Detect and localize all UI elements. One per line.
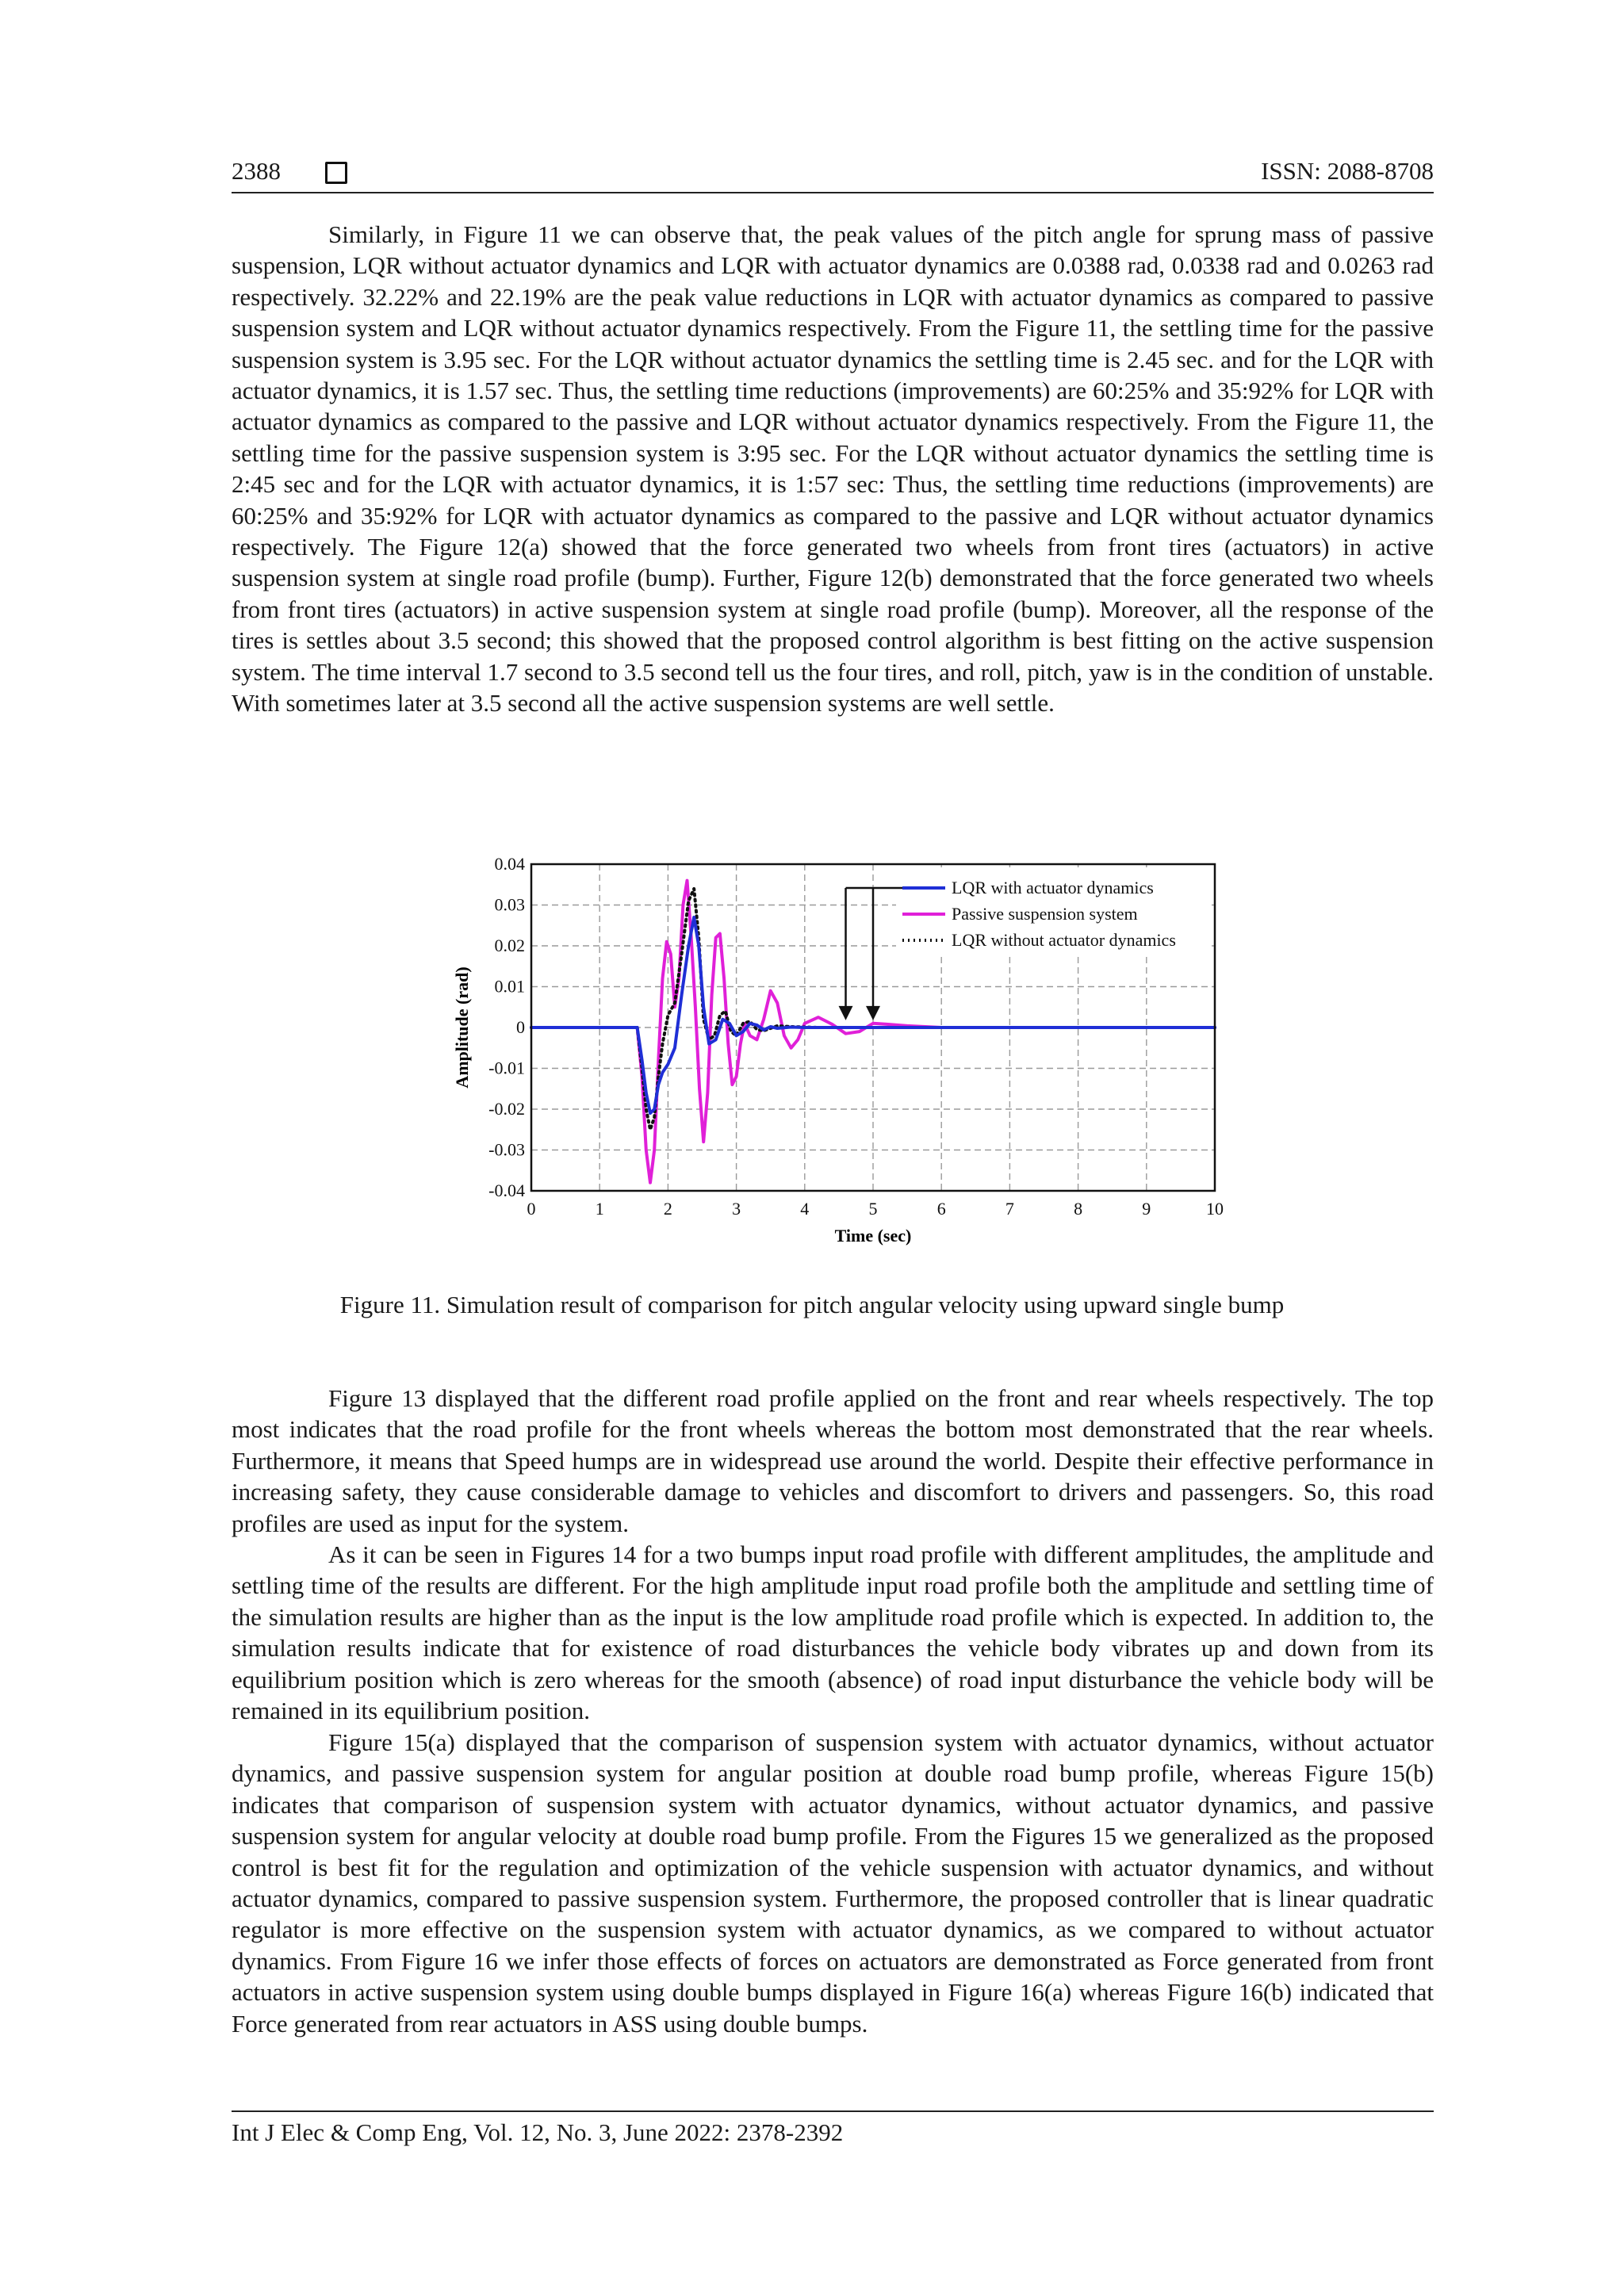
x-tick-label: 4 [800,1199,810,1219]
y-tick-label: 0.04 [494,854,525,874]
paragraph-figure-15-16-comparison: Figure 15(a) displayed that the comparison of suspension system with actuator dynamics, without actuator dynamics, and passive suspension system for angular position at double road bump profile, whereas Figure 15(b) indicates that comparison of suspension system with actuator dynamics, without actuator dynamics, and passive suspension system for angular velocity at double road bump profile. From the Figures 15 we generalized as the proposed control is best fit for the regulation and optimization of the vehicle suspension with actuator dynamics, and without actuator dynamics, compared to passive suspension system. Furthermore, the proposed controller that is linear quadratic regulator is more effective on the suspension system with actuator dynamics, as we compared to without actuator dynamics. From Figure 16 we infer those effects of forces on actuators are demonstrated as Force generated from front actuators in active suspension system using double bumps displayed in Figure 16(a) whereas Figure 16(b) indicated that Force generated from rear actuators in ASS using double bumps. [232,1728,1434,2038]
y-tick-label: 0.01 [494,976,525,997]
x-tick-label: 9 [1142,1199,1151,1219]
x-tick-label: 6 [936,1199,946,1219]
y-tick-label: 0.02 [494,936,525,955]
paragraph-figure-11-discussion: Similarly, in Figure 11 we can observe that, the peak values of the pitch angle for sprung mass of passive suspension, LQR without actuator dynamics and LQR with actuator dynamics are 0.0388 rad, 0.0338 rad and 0.0263 rad respectively. 32.22% and 22.19% are the peak value reductions in LQR with actuator dynamics as compared to passive suspension system and LQR without actuator dynamics respectively. From the Figure 11, the settling time for the passive suspension system is 3.95 sec. For the LQR without actuator dynamics the settling time is 2.45 sec. and for the LQR with actuator dynamics, it is 1.57 sec. Thus, the settling time reductions (improvements) are 60:25% and 35:92% for LQR with actuator dynamics as compared to the passive and LQR without actuator dynamics respectively. From the Figure 11, the settling time for the passive suspension system is 3:95 sec. For the LQR without actuator dynamics the settling time is 2:45 sec and for the LQR with actuator dynamics, it is 1:57 sec: Thus, the settling time reductions (improvements) are 60:25% and 35:92% for LQR with actuator dynamics as compared to the passive and LQR without actuator dynamics respectively. The Figure 12(a) showed that the force generated two wheels from front tires (actuators) in active suspension system at single road profile (bump). Further, Figure 12(b) demonstrated that the force generated two wheels from front tires (actuators) in active suspension system at single road profile (bump). Moreover, all the response of the tires is settles about 3.5 second; this showed that the proposed control algorithm is best fitting on the active suspension system. The time interval 1.7 second to 3.5 second tell us the four tires, and roll, pitch, yaw is in the condition of unstable. With sometimes later at 3.5 second all the active suspension systems are well settle. [232,220,1434,718]
y-tick-label: -0.03 [488,1139,525,1160]
x-tick-label: 8 [1074,1199,1083,1219]
chart-legend [896,867,1209,956]
chart-annotations [839,888,902,1020]
x-tick-label: 1 [595,1199,604,1219]
journal-citation: Int J Elec & Comp Eng, Vol. 12, No. 3, June 2022: 2378-2392 [232,2118,844,2146]
running-footer [232,2110,1434,2149]
square-bullet-icon [325,162,347,184]
legend-label: LQR without actuator dynamics [952,930,1176,950]
y-tick-label: 0.03 [494,894,525,915]
y-tick-label: -0.04 [488,1181,525,1200]
running-header [232,155,1434,193]
legend-label: Passive suspension system [952,904,1138,924]
x-tick-label: 5 [868,1199,878,1219]
x-tick-label: 3 [732,1199,741,1219]
y-tick-label: -0.02 [488,1099,525,1119]
issn-label: ISSN: 2088-8708 [1261,157,1434,185]
y-tick-label: -0.01 [488,1058,525,1078]
x-tick-label: 10 [1206,1199,1224,1219]
paragraph-figure-14-two-bumps: As it can be seen in Figures 14 for a two bumps input road profile with different amplitudes, the amplitude and settling time of the results are different. For the high amplitude input road profile both the amplitude and settling time of the simulation results are higher than as the input is the low amplitude road profile which is expected. In addition to, the simulation results indicate that for existence of road disturbances the vehicle body vibrates up and down from its equilibrium position which is zero whereas for the smooth (absence) of road input disturbance the vehicle body will be remained in its equilibrium position. [232,1540,1434,1725]
y-axis-label: Amplitude (rad) [452,966,472,1089]
annotation-arrowhead [839,1006,853,1020]
x-tick-label: 0 [527,1199,536,1219]
figure-11 [444,848,1237,1261]
pitch-angular-velocity-chart [444,848,1237,1261]
x-axis-label: Time (sec) [834,1226,912,1246]
annotation-arrowhead [866,1006,880,1020]
y-tick-label: 0 [516,1017,525,1037]
x-tick-label: 2 [663,1199,672,1219]
figure-caption: Figure 11. Simulation result of comparison for pitch angular velocity using upward single bump [339,1291,1285,1318]
x-tick-label: 7 [1005,1199,1014,1219]
legend-label: LQR with actuator dynamics [952,878,1154,897]
paragraph-figure-13-road-profile: Figure 13 displayed that the different road profile applied on the front and rear wheels respectively. The top most indicates that the road profile for the front wheels whereas the bottom most demonstrated that the rear wheels. Furthermore, it means that Speed humps are in widespread use around the world. Despite their effective performance in increasing safety, they cause considerable damage to vehicles and discomfort to drivers and passengers. So, this road profiles are used as input for the system. [232,1384,1434,1537]
page-number: 2388 [232,157,281,185]
